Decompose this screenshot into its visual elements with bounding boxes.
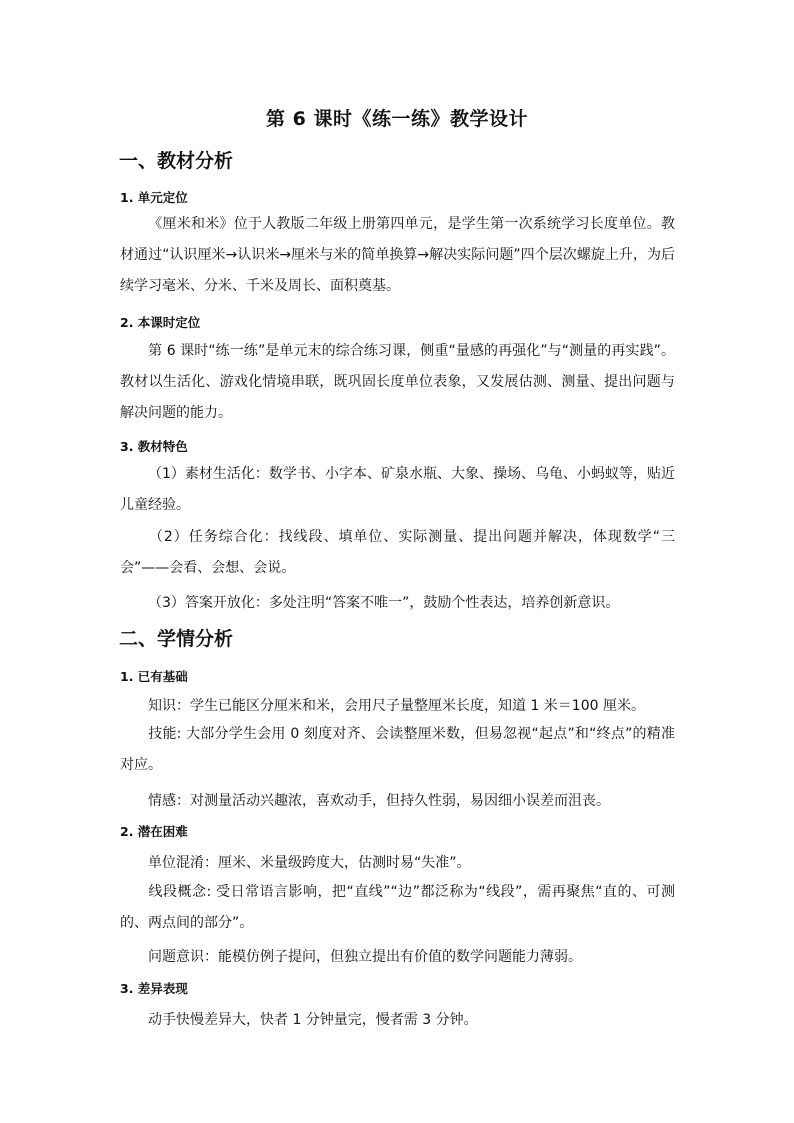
paragraph (120, 522, 675, 584)
subsection-heading-potential-difficulties: 2. 潜在困难 (120, 824, 188, 839)
paragraph-text: 第 6 课时“练一练”是单元末的综合练习课，侧重“量感的再强化”与“测量的再实践”。教材以生活化、游戏化情境串联，既巩固长度单位表象，又发展估测、测量、提出问题与解决问题的能力。 (120, 343, 675, 421)
paragraph (120, 459, 675, 521)
paragraph (120, 877, 675, 939)
subsection-heading-lesson-position: 2. 本课时定位 (120, 315, 201, 330)
paragraph-text: 单位混淆：厘米、米量级跨度大，估测时易“失准”。 (148, 855, 471, 871)
paragraph-text: （2）任务综合化：找线段、填单位、实际测量、提出问题并解决，体现数学“三会”——会看、会想、会说。 (120, 529, 675, 576)
paragraph-text: 情感：对测量活动兴趣浓，喜欢动手，但持久性弱，易因细小误差而沮丧。 (148, 793, 610, 809)
paragraph-text: 技能: 大部分学生会用 0 刻度对齐、会读整厘米数，但易忽视“起点”和“终点”的精准对应。 (120, 726, 675, 773)
paragraph-text: 线段概念: 受日常语言影响，把“直线”“边”都泛称为“线段”，需再聚焦“直的、可测的、两点间的部分”。 (120, 884, 675, 931)
paragraph-text: （3）答案开放化：多处注明“答案不唯一”，鼓励个性表达，培养创新意识。 (148, 595, 620, 611)
paragraph-text: 问题意识：能模仿例子提问，但独立提出有价值的数学问题能力薄弱。 (148, 949, 582, 965)
subsection-heading-unit-position: 1. 单元定位 (120, 190, 188, 205)
paragraph-text: 《厘米和米》位于人教版二年级上册第四单元，是学生第一次系统学习长度单位。教材通过“认识厘米→认识米→厘米与米的简单换算→解决实际问题”四个层次螺旋上升，为后续学习毫米、分米、千米及周长、面积奠基。 (120, 216, 675, 294)
subsection-heading-textbook-features: 3. 教材特色 (120, 439, 188, 454)
subsection-heading-existing-foundation: 1. 已有基础 (120, 669, 188, 684)
section-heading-learner-analysis: 二、学情分析 (119, 628, 234, 650)
paragraph-text: 动手快慢差异大，快者 1 分钟量完，慢者需 3 分钟。 (148, 1012, 478, 1028)
paragraph (120, 336, 675, 429)
document-title: 第 6 课时《练一练》教学设计 (266, 108, 528, 130)
paragraph-text: （1）素材生活化：数学书、小字本、矿泉水瓶、大象、操场、乌龟、小蚂蚁等，贴近儿童经验。 (120, 466, 675, 513)
paragraph (120, 719, 675, 781)
subsection-heading-differences: 3. 差异表现 (120, 981, 188, 996)
paragraph-text: 知识：学生已能区分厘米和米，会用尺子量整厘米长度，知道 1 米＝100 厘米。 (148, 698, 645, 714)
paragraph (120, 209, 675, 302)
section-heading-textbook-analysis: 一、教材分析 (119, 150, 234, 172)
